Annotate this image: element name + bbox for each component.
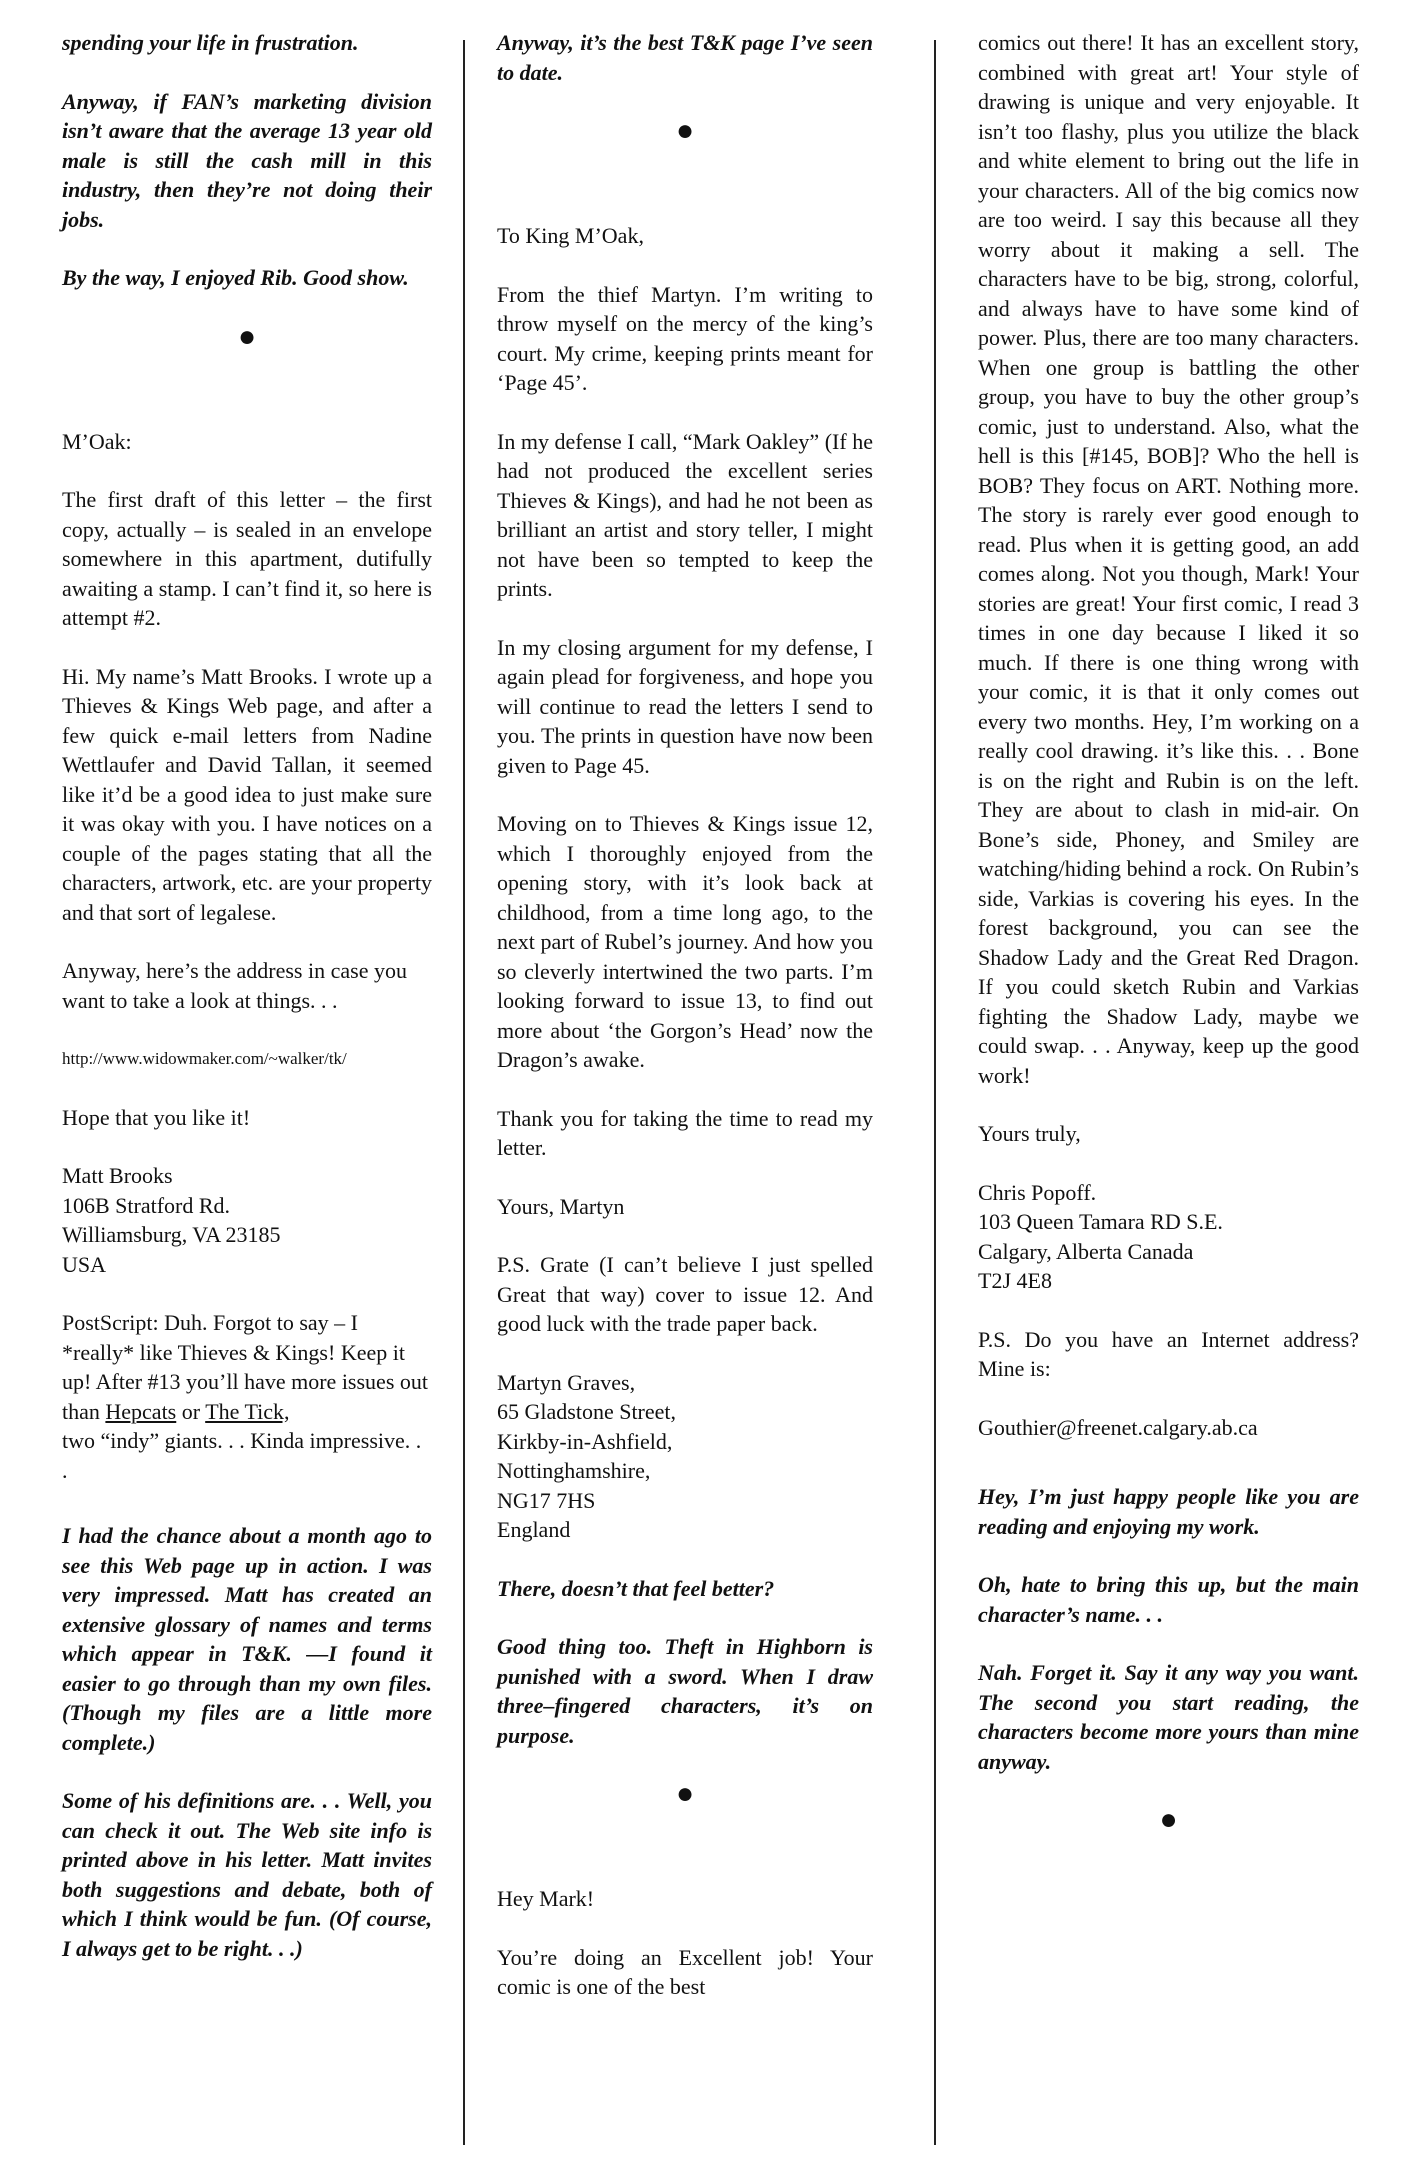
letter-postscript: P.S. Grate (I can’t believe I just spelled Great that way) cover to issue 12. And good luck with the trade paper back. [497, 1252, 873, 1336]
address-line: Calgary, Alberta Canada [978, 1238, 1194, 1264]
letter-salutation: To King M’Oak, [497, 223, 644, 248]
editor-reply-marketing: Anyway, if FAN’s marketing division isn’t aware that the average 13 year old male is still the cash mill in this industry, then they’re not doing their jobs. [62, 88, 432, 232]
letter-paragraph: You’re doing an Excellent job! Your comic is one of the best [497, 1944, 873, 1999]
sender-address [978, 1178, 1359, 1296]
column-rule-left [463, 40, 465, 2145]
title-the-tick: The Tick, [205, 1398, 290, 1424]
letter-paragraph: In my defense I call, “Mark Oakley” (If he had not produced the excellent series Thieves & Kings), and had he not been as brilliant an artist and story teller, I might not have been so tempted to keep the prints. [497, 428, 873, 601]
separator-bullet-icon: ● [675, 1777, 695, 1810]
letter-paragraph: Hope that you like it! [62, 1104, 251, 1130]
address-line: 65 Gladstone Street, [497, 1399, 677, 1424]
address-line: 106B Stratford Rd. [62, 1192, 231, 1218]
postscript: PostScript: Duh. Forgot to say – I *really* like Thieves & Kings! Keep it up! After #13 you’ll have more issues out than Hepcats or The Tick, two “indy” giants. . . Kinda impressive. . . [62, 1310, 428, 1483]
editor-reply: There, doesn’t that feel better? [497, 1575, 775, 1601]
letter-signoff: Yours truly, [978, 1121, 1081, 1146]
letter-postscript: P.S. Do you have an Internet address? Mine is: [978, 1326, 1359, 1381]
letter-paragraph: Hi. My name’s Matt Brooks. I wrote up a Thieves & Kings Web page, and after a few quick e-mail letters from Nadine Wettlaufer and David Tallan, it seemed like it’d be a good idea to just make sure it was okay with you. I have notices on a couple of the pages stating that all the characters, artwork, etc. are your property and that sort of legalese. [62, 663, 432, 925]
address-line: NG17 7HS [497, 1487, 596, 1513]
web-address: http://www.widowmaker.com/~walker/tk/ [62, 1049, 347, 1068]
separator-bullet-icon: ● [237, 319, 257, 353]
column-2 [497, 28, 873, 2002]
editor-reply: Hey, I’m just happy people like you are reading and enjoying my work. [978, 1484, 1359, 1539]
letter-paragraph: comics out there! It has an excellent story, combined with great art! Your style of drawing is unique and very enjoyable. It isn’t too flashy, plus you utilize the black and white element to bring out the life in your characters. All of the big comics now are too weird. I say this because all they worry about it making a sell. The characters have to be big, strong, colorful, and always have to have some kind of power. Plus, there are too many characters. When one group is battling the other group, you have to buy the other group’s comic, just to understand. Also, what the hell is this [#145, BOB]? Who the hell is BOB? They focus on ART. Nothing more. The story is rarely ever good enough to read. Plus when it is getting good, an add comes along. Not you though, Mark! Your stories are great! Your first comic, I read 3 times in one day because I liked it so much. If there is one thing wrong with your comic, it is that it only comes out every two months. Hey, I’m working on a really cool drawing. it’s like this. . . Bone is on the right and Rubin is on the left. They are about to clash in mid-air. On Bone’s side, Phoney, and Smiley are watching/hiding behind a rock. On Rubin’s side, Varkias is covering his eyes. In the forest background, you can see the Shadow Lady and the Great Red Dragon. If you could sketch Rubin and Varkias fighting the Shadow Lady, maybe we could swap. . . Anyway, keep up the good work! [978, 30, 1359, 1088]
separator-bullet-icon: ● [1159, 1803, 1178, 1836]
editor-reply-rib: By the way, I enjoyed Rib. Good show. [62, 265, 409, 290]
editor-reply-end: spending your life in frustration. [62, 30, 359, 55]
letter-paragraph: In my closing argument for my defense, I again plead for forgiveness, and hope you will continue to read the letters I send to you. The prints in question have now been given to Page 45. [497, 634, 873, 778]
address-line: Kirkby-in-Ashfield, [497, 1428, 673, 1454]
address-line: USA [62, 1251, 107, 1277]
editor-reply: Nah. Forget it. Say it any way you want. The second you start reading, the characters become more yours than mine anyway. [978, 1660, 1359, 1774]
editor-reply: I had the chance about a month ago to see this Web page up in action. I was very impressed. Matt has created an extensive glossary of names and terms which appear in T&K. —I found it easier to go through than my own files. (Though my files are a little more complete.) [62, 1523, 432, 1755]
column-3 [978, 28, 1359, 1910]
letter-paragraph: The first draft of this letter – the first copy, actually – is sealed in an envelope somewhere in this apartment, dutifully awaiting a stamp. I can’t find it, so here is attempt #2. [62, 487, 432, 630]
address-line: Chris Popoff. [978, 1179, 1097, 1205]
column-1 [62, 28, 432, 1992]
editor-reply: Anyway, it’s the best T&K page I’ve seen to date. [497, 30, 873, 85]
letter-paragraph: Moving on to Thieves & Kings issue 12, which I thoroughly enjoyed from the opening story, with it’s look back at childhood, from a time long ago, to the next part of Rubel’s journey. And how you so cleverly intertwined the two parts. I’m looking forward to issue 13, to find out more about ‘the Gorgon’s Head’ now the Dragon’s awake. [497, 811, 873, 1072]
editor-reply: Good thing too. Theft in Highborn is punished with a sword. When I draw three–fingered characters, it’s on purpose. [497, 1634, 873, 1748]
letter-signoff: Yours, Martyn [497, 1193, 625, 1219]
letter-paragraph: From the thief Martyn. I’m writing to throw myself on the mercy of the king’s court. My crime, keeping prints meant for ‘Page 45’. [497, 281, 873, 395]
separator-bullet-icon: ● [675, 114, 695, 147]
address-line: T2J 4E8 [978, 1268, 1052, 1293]
letter-paragraph: Thank you for taking the time to read my letter. [497, 1105, 873, 1160]
column-rule-right [934, 40, 936, 2145]
editor-reply: Oh, hate to bring this up, but the main character’s name. . . [978, 1572, 1359, 1627]
letter-salutation: Hey Mark! [497, 1886, 595, 1911]
sender-address [62, 1161, 432, 1279]
letter-salutation: M’Oak: [62, 428, 132, 454]
letter-paragraph: Anyway, here’s the address in case you want to take a look at things. . . [62, 958, 407, 1013]
address-line: Matt Brooks [62, 1163, 173, 1188]
address-line: Martyn Graves, [497, 1369, 636, 1395]
email-address: Gouthier@freenet.calgary.ab.ca [978, 1414, 1258, 1440]
address-line: 103 Queen Tamara RD S.E. [978, 1209, 1223, 1234]
title-hepcats: Hepcats [105, 1398, 177, 1424]
address-line: Nottinghamshire, [497, 1458, 651, 1483]
address-line: England [497, 1517, 571, 1542]
sender-address [497, 1368, 873, 1545]
address-line: Williamsburg, VA 23185 [62, 1222, 281, 1247]
editor-reply: Some of his definitions are. . . Well, you can check it out. The Web site info is printed above in his letter. Matt invites both suggestions and debate, both of which I think would be fun. (Of course, I always get to be right. . .) [62, 1788, 432, 1961]
